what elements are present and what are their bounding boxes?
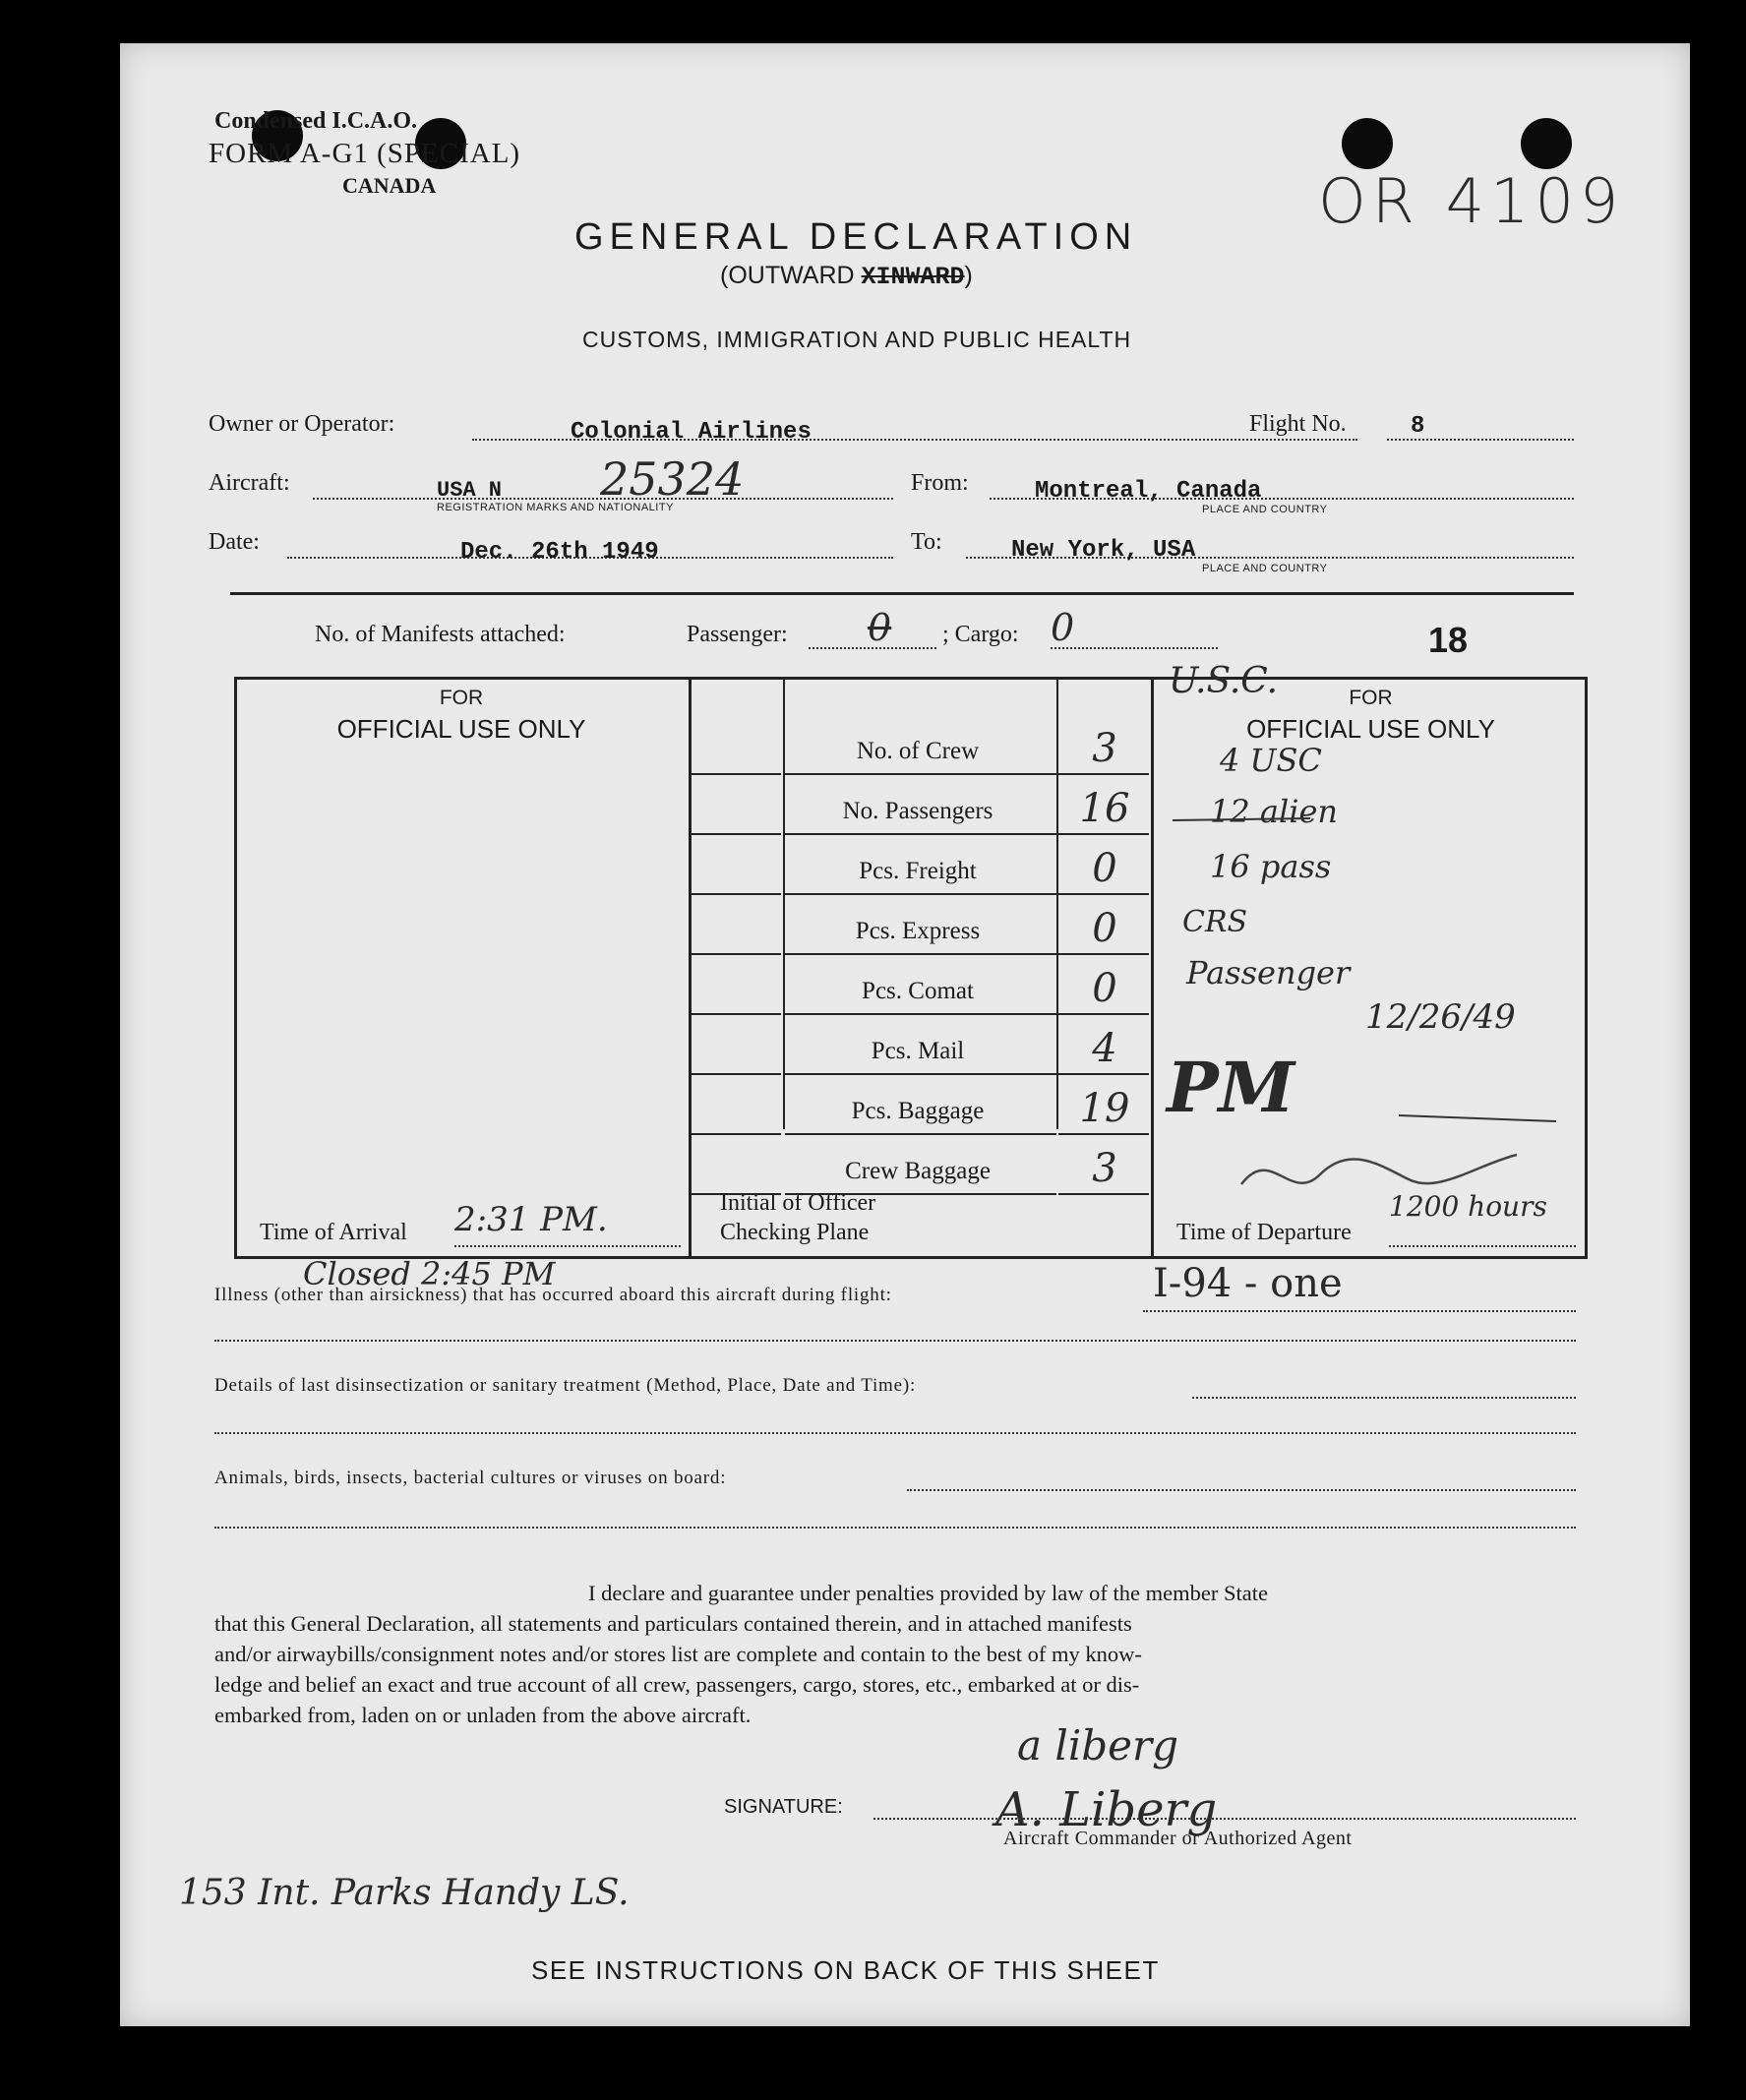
from-value: Montreal, Canada xyxy=(1035,478,1262,505)
row-value: 4 xyxy=(1092,1026,1117,1071)
manifests-passenger-label: Passenger: xyxy=(687,622,788,647)
row-rule xyxy=(691,953,781,955)
signature-label: SIGNATURE: xyxy=(724,1796,843,1818)
officer-initials: PM xyxy=(1167,1047,1295,1128)
row-rule xyxy=(785,773,1056,775)
punch-hole xyxy=(1342,118,1393,169)
row-value: 16 xyxy=(1079,786,1130,831)
animals-label: Animals, birds, insects, bacterial cultures or viruses on board: xyxy=(214,1468,727,1488)
row-label: No. Passengers xyxy=(842,798,993,824)
row-value: 0 xyxy=(1092,966,1117,1011)
declaration-text xyxy=(214,1578,1576,1730)
row-value: 3 xyxy=(1092,1146,1117,1191)
declaration-line: embarked from, laden on or unladen from the above aircraft. xyxy=(214,1703,752,1727)
initial-label-2: Checking Plane xyxy=(720,1220,870,1245)
owner-label: Owner or Operator: xyxy=(209,411,395,437)
declaration-line: I declare and guarantee under penalties provided by law of the member State xyxy=(588,1581,1268,1605)
row-label: Pcs. Express xyxy=(855,918,981,944)
time-arrival-label: Time of Arrival xyxy=(260,1220,407,1245)
divider xyxy=(230,592,1574,595)
aircraft-handwritten: 25324 xyxy=(600,452,745,506)
note-4-usc: 4 USC xyxy=(1220,742,1322,779)
row-rule xyxy=(691,773,781,775)
row-rule xyxy=(1058,1193,1149,1195)
flight-value: 8 xyxy=(1411,413,1425,440)
right-for-label: FOR xyxy=(1349,687,1393,709)
to-value: New York, USA xyxy=(1011,537,1196,564)
row-rule xyxy=(1058,833,1149,835)
signature-caption: Aircraft Commander or Authorized Agent xyxy=(1003,1828,1353,1849)
form-sheet xyxy=(120,43,1690,2026)
manifests-cargo-line xyxy=(1051,647,1218,649)
manifests-passenger-value: 0 xyxy=(868,606,892,649)
right-official-label: OFFICIAL USE ONLY xyxy=(1246,714,1495,744)
date-label: Date: xyxy=(209,529,260,555)
row-rule xyxy=(691,1133,781,1135)
row-rule xyxy=(785,893,1056,895)
row-label: No. of Crew xyxy=(856,738,980,764)
row-label: Pcs. Mail xyxy=(871,1038,965,1064)
note-16-pass: 16 pass xyxy=(1210,848,1332,885)
page-title: GENERAL DECLARATION xyxy=(574,216,1138,258)
punch-hole xyxy=(1521,118,1572,169)
disinsect-line-2 xyxy=(214,1432,1576,1434)
signature-handwritten-2: A. Liberg xyxy=(995,1782,1218,1837)
manifests-passenger-line xyxy=(809,647,936,649)
row-value: 0 xyxy=(1092,846,1117,891)
flight-label: Flight No. xyxy=(1249,411,1347,437)
row-rule xyxy=(785,833,1056,835)
aircraft-value: USA N xyxy=(437,478,503,503)
note-12-alien: 12 alien xyxy=(1210,793,1338,830)
animals-line xyxy=(907,1489,1576,1491)
row-rule xyxy=(1058,1073,1149,1075)
row-rule xyxy=(1058,1013,1149,1015)
manifests-cargo-value: 0 xyxy=(1051,606,1075,649)
row-label: Crew Baggage xyxy=(845,1158,991,1184)
table-divider xyxy=(689,677,692,1259)
row-rule xyxy=(1058,1133,1149,1135)
row-rule xyxy=(785,1013,1056,1015)
declaration-line: and/or airwaybills/consignment notes and/or stores list are complete and contain to the best of my know- xyxy=(214,1642,1142,1666)
note-usc: U.S.C. xyxy=(1169,661,1279,701)
table-divider xyxy=(1056,677,1058,1129)
signature-line xyxy=(873,1818,1576,1820)
disinsect-label: Details of last disinsectization or sanitary treatment (Method, Place, Date and Time): xyxy=(214,1375,917,1396)
owner-value: Colonial Airlines xyxy=(571,419,812,446)
form-line-1: Condensed I.C.A.O. xyxy=(214,108,418,134)
aircraft-caption: REGISTRATION MARKS AND NATIONALITY xyxy=(437,502,674,513)
note-crs: CRS xyxy=(1182,905,1248,939)
illness-line xyxy=(1143,1310,1576,1312)
subheading: CUSTOMS, IMMIGRATION AND PUBLIC HEALTH xyxy=(582,327,1132,352)
manifests-label: No. of Manifests attached: xyxy=(315,622,566,647)
row-rule xyxy=(785,1073,1056,1075)
subtitle-struck: XINWARD xyxy=(861,263,965,291)
time-departure-value: 1200 hours xyxy=(1389,1190,1547,1223)
row-rule xyxy=(785,953,1056,955)
initial-label-1: Initial of Officer xyxy=(720,1190,876,1216)
row-label: Pcs. Comat xyxy=(862,978,974,1004)
to-label: To: xyxy=(911,529,942,555)
row-rule xyxy=(1058,893,1149,895)
manifests-cargo-label: ; Cargo: xyxy=(942,622,1019,647)
form-line-2: FORM A-G1 (SPECIAL) xyxy=(209,138,521,169)
row-value: 19 xyxy=(1079,1086,1130,1131)
file-mark: OR 4109 xyxy=(1318,165,1625,237)
row-label: Pcs. Baggage xyxy=(851,1098,985,1124)
subtitle xyxy=(720,262,973,291)
bottom-handwritten-note: 153 Int. Parks Handy LS. xyxy=(179,1873,630,1913)
row-label: Pcs. Freight xyxy=(859,858,977,884)
declaration-line: that this General Declaration, all statements and particulars contained therein, and in attached manifests xyxy=(214,1611,1132,1636)
time-arrival-value: 2:31 PM. xyxy=(454,1200,608,1239)
date-value: Dec. 26th 1949 xyxy=(460,539,659,566)
from-label: From: xyxy=(911,470,969,496)
table-divider xyxy=(1151,677,1154,1259)
row-rule xyxy=(691,833,781,835)
form-line-3: CANADA xyxy=(342,173,437,198)
note-date: 12/26/49 xyxy=(1365,997,1516,1037)
aircraft-label: Aircraft: xyxy=(209,470,290,496)
subtitle-outward: (OUTWARD xyxy=(720,262,855,289)
disinsect-line xyxy=(1192,1397,1576,1399)
closed-note: Closed 2:45 PM xyxy=(303,1255,556,1292)
row-value: 0 xyxy=(1092,906,1117,951)
left-official-label: OFFICIAL USE ONLY xyxy=(336,714,586,744)
time-arrival-line xyxy=(454,1245,681,1247)
animals-line-2 xyxy=(214,1527,1576,1529)
row-rule xyxy=(691,1073,781,1075)
from-caption: PLACE AND COUNTRY xyxy=(1202,504,1328,515)
illness-line-2 xyxy=(214,1340,1576,1342)
note-passenger: Passenger xyxy=(1186,954,1351,991)
stamp-number: 18 xyxy=(1428,620,1469,660)
illness-label: Illness (other than airsickness) that has occurred aboard this aircraft during flight: xyxy=(214,1285,892,1305)
row-value: 3 xyxy=(1092,726,1117,771)
row-rule xyxy=(1058,773,1149,775)
declaration-line: ledge and belief an exact and true account of all crew, passengers, cargo, stores, etc., embarked at or dis- xyxy=(214,1672,1140,1697)
row-rule xyxy=(1058,953,1149,955)
illness-value: I-94 - one xyxy=(1153,1261,1343,1306)
to-caption: PLACE AND COUNTRY xyxy=(1202,563,1328,574)
time-departure-label: Time of Departure xyxy=(1176,1220,1352,1245)
left-for-label: FOR xyxy=(439,687,484,709)
row-rule xyxy=(691,893,781,895)
row-rule xyxy=(785,1133,1056,1135)
row-rule xyxy=(691,1013,781,1015)
footer-instructions: SEE INSTRUCTIONS ON BACK OF THIS SHEET xyxy=(531,1955,1160,1985)
officer-scribbles xyxy=(1163,791,1576,1253)
subtitle-close: ) xyxy=(964,262,973,289)
signature-handwritten-1: a liberg xyxy=(1017,1721,1178,1770)
